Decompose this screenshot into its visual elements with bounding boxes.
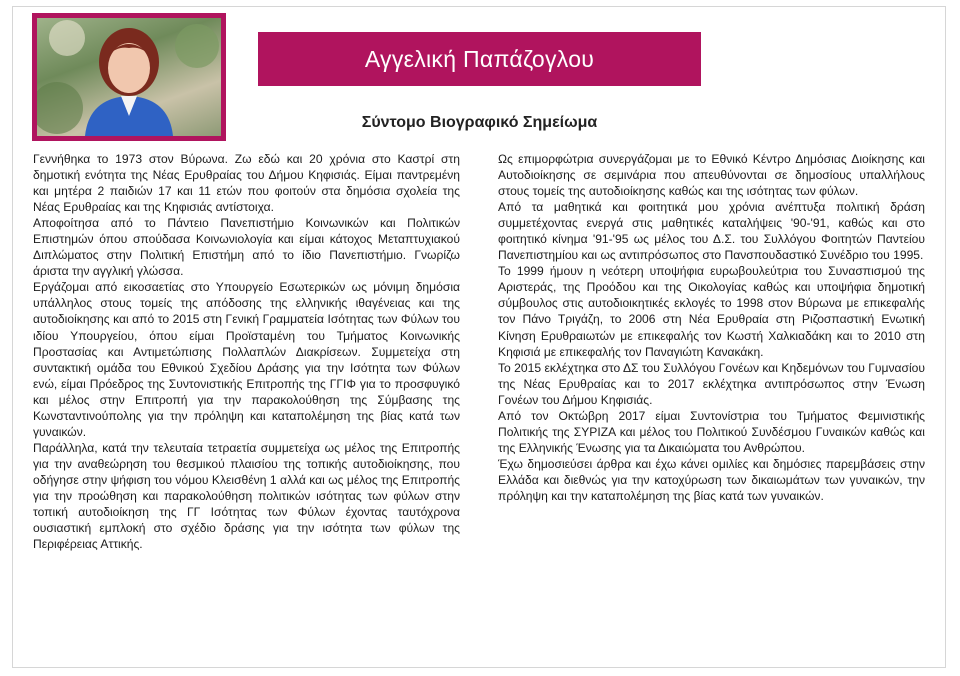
paragraph: Έχω δημοσιεύσει άρθρα και έχω κάνει ομιλίες και δημόσιες παρεμβάσεις στην Ελλάδα και διεθνώς για την κατοχύρωση των δικαιωμάτων των γυναικών, την πρόληψη και την καταπολέμηση της βίας κατά των γυναικών. [498,456,925,503]
paragraph: Το 2015 εκλέχτηκα στο ΔΣ του Συλλόγου Γονέων και Κηδεμόνων του Γυμνασίου της Νέας Ερυθραίας και το 2017 εκλέχτηκα αντιπρόσωπος στην Ένωση Γονέων του Δήμου Κηφισιάς. [498,360,925,407]
left-text-column [33,151,460,552]
right-text-column [498,151,925,504]
profile-photo-frame [32,13,226,141]
document-subtitle: Σύντομο Βιογραφικό Σημείωμα [361,114,598,131]
paragraph: Το 1999 ήμουν η νεότερη υποψήφια ευρωβουλεύτρια του Συνασπισμού της Αριστεράς, της Προόδου και της Οικολογίας καθώς και υποψήφια δημοτική σύμβουλος στις αυτοδιοικητικές εκλογές το 1998 στον Βύρωνα με επικεφαλής τον Πάνο Τριγάζη, το 2006 στη Νέα Ερυθραία στη Ριζοσπαστική Ενωτική Κίνηση Ερυθραιωτών με επικεφαλής τον Κωστή Χαλκιαδάκη και το 2010 στη Κηφισιά με επικεφαλής τον Παναγιώτη Κανακάκη. [498,264,925,359]
paragraph: Από τον Οκτώβρη 2017 είμαι Συντονίστρια του Τμήματος Φεμινιστικής Πολιτικής της ΣΥΡΙΖΑ και μέλος του Πολιτικού Συνδέσμου Γυναικών καθώς και της Ελληνικής Ένωσης για τα Δικαιώματα του Ανθρώπου. [498,408,925,455]
paragraph: Αποφοίτησα από το Πάντειο Πανεπιστήμιο Κοινωνικών και Πολιτικών Επιστημών όπου σπούδασα Κοινωνιολογία και είμαι κάτοχος Μεταπτυχιακού Διπλώματος στην Πολιτική Επιστήμη από το ίδιο Πανεπιστήμιο. Γνωρίζω άριστα την αγγλική γλώσσα. [33,216,460,279]
portrait-illustration [37,18,221,136]
paragraph: Από τα μαθητικά και φοιτητικά μου χρόνια ανέπτυξα πολιτική δράση συμμετέχοντας ενεργά στις μαθητικές καταλήψεις '90-'91, καθώς και στο φοιτητικό κίνημα '91-'95 ως μέλος του Δ.Σ. του Συλλόγου Φοιτητών Παντείου Πανεπιστημίου και ως αντιπρόσωπος στο Πανσπουδαστικό Συνέδριο του 1995. [498,200,925,263]
profile-photo [37,18,221,136]
paragraph: Ως επιμορφώτρια συνεργάζομαι με το Εθνικό Κέντρο Δημόσιας Διοίκησης και Αυτοδιοίκησης σε σεμινάρια που απευθύνονται σε δημοσίους υπαλλήλους στους τομείς της αυτοδιοίκησης καθώς και της ισότητας των φύλων. [498,152,925,199]
paragraph: Γεννήθηκα το 1973 στον Βύρωνα. Ζω εδώ και 20 χρόνια στο Καστρί στη δημοτική ενότητα της Νέας Ερυθραίας του Δήμου Κηφισιάς. Είμαι παντρεμένη και μητέρα 2 παιδιών 17 και 11 ετών που φοιτούν στα δημόσια σχολεία της Νέας Ερυθραίας και της Κηφισιάς αντίστοιχα. [33,152,460,215]
paragraph: Εργάζομαι από εικοσαετίας στο Υπουργείο Εσωτερικών ως μόνιμη δημόσια υπάλληλος στους τομείς της απόδοσης της ελληνικής ιθαγένειας και της αυτοδιοίκησης και από το 2015 στη Γενική Γραμματεία Ισότητας των Φύλων του ιδίου Υπουργείου, όπου είμαι Προϊσταμένη του Τμήματος Κοινωνικής Προστασίας και Αντιμετώπισης Πολλαπλών Διακρίσεων. Συμμετείχα στη συντακτική ομάδα του Εθνικού Σχεδίου Δράσης για την Ισότητα των Φύλων ενώ, είμαι Πρόεδρος της Συντονιστικής Επιτροπής της ΓΓΙΦ για το προσφυγικό και μέλος στην Επιτροπή για την παρακολούθηση της Σύμβασης της Κωνσταντινούπολης για την πρόληψη και καταπολέμηση της βίας κατά των γυναικών. [33,280,460,439]
name-banner [258,32,701,86]
paragraph: Παράλληλα, κατά την τελευταία τετραετία συμμετείχα ως μέλος της Επιτροπής για την αναθεώρηση του θεσμικού πλαισίου της τοπικής αυτοδιοίκησης, που οδήγησε στην ψήφιση του νόμου Κλεισθένη 1 αλλά και ως μέλος της Επιτροπής για την προώθηση και παρακολούθηση πολιτικών ισότητας των φύλων στην τοπική αυτοδιοίκηση της ΓΓ Ισότητας των Φύλων έχοντας ταυτόχρονα ουσιαστική εμπλοκή στο σχέδιο δράσης για την ισότητα των φύλων της Περιφέρειας Αττικής. [33,440,460,552]
person-name: Αγγελική Παπάζογλου [364,45,595,72]
